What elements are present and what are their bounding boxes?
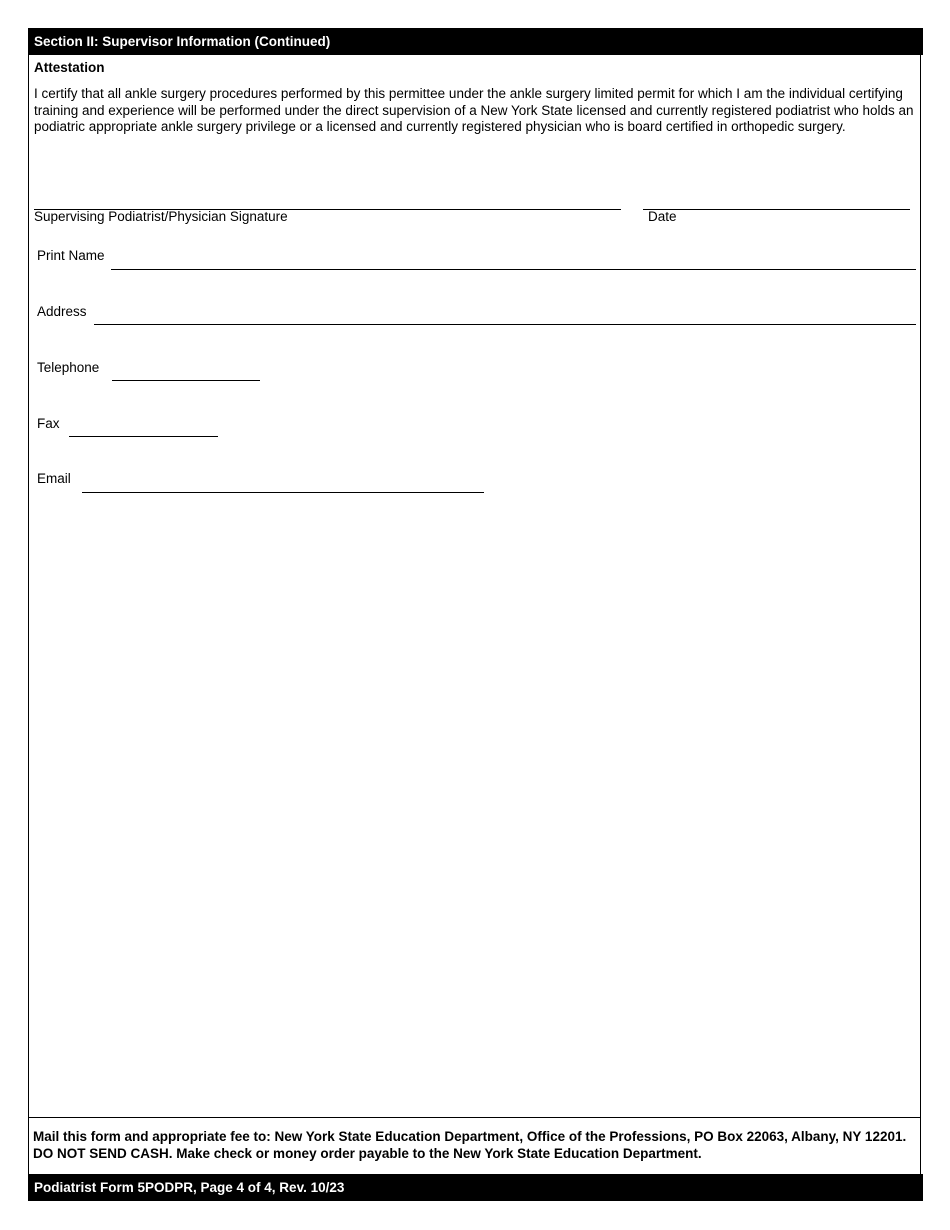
form-page-frame (28, 28, 921, 1200)
attestation-heading: Attestation (34, 60, 105, 75)
date-label: Date (648, 209, 677, 224)
address-field[interactable] (94, 324, 916, 325)
mail-instructions: Mail this form and appropriate fee to: New York State Education Department, Office of the Professions, PO Box 22063, Albany, NY 12201. DO NOT SEND CASH. Make check or money order payable to the New York State Education Department. (33, 1129, 907, 1161)
email-field[interactable] (82, 492, 484, 493)
date-line[interactable] (643, 209, 910, 210)
fax-label: Fax (37, 416, 60, 431)
email-label: Email (37, 471, 71, 486)
attestation-text: I certify that all ankle surgery procedures performed by this permittee under the ankle surgery limited permit for which I am the individual certifying training and experience will be performed under the direct supervision of a New York State licensed and currently registered podiatrist who holds an podiatric appropriate ankle surgery privilege or a licensed and currently registered physician who is board certified in orthopedic surgery. (34, 86, 914, 135)
address-label: Address (37, 304, 87, 319)
fax-field[interactable] (69, 436, 218, 437)
footer-bar: Podiatrist Form 5PODPR, Page 4 of 4, Rev. 10/23 (28, 1174, 923, 1201)
print-name-field[interactable] (111, 269, 916, 270)
mail-divider (28, 1117, 921, 1118)
print-name-label: Print Name (37, 248, 105, 263)
section-header: Section II: Supervisor Information (Continued) (28, 28, 923, 55)
telephone-label: Telephone (37, 360, 100, 375)
telephone-field[interactable] (112, 380, 260, 381)
signature-label: Supervising Podiatrist/Physician Signature (34, 209, 288, 224)
